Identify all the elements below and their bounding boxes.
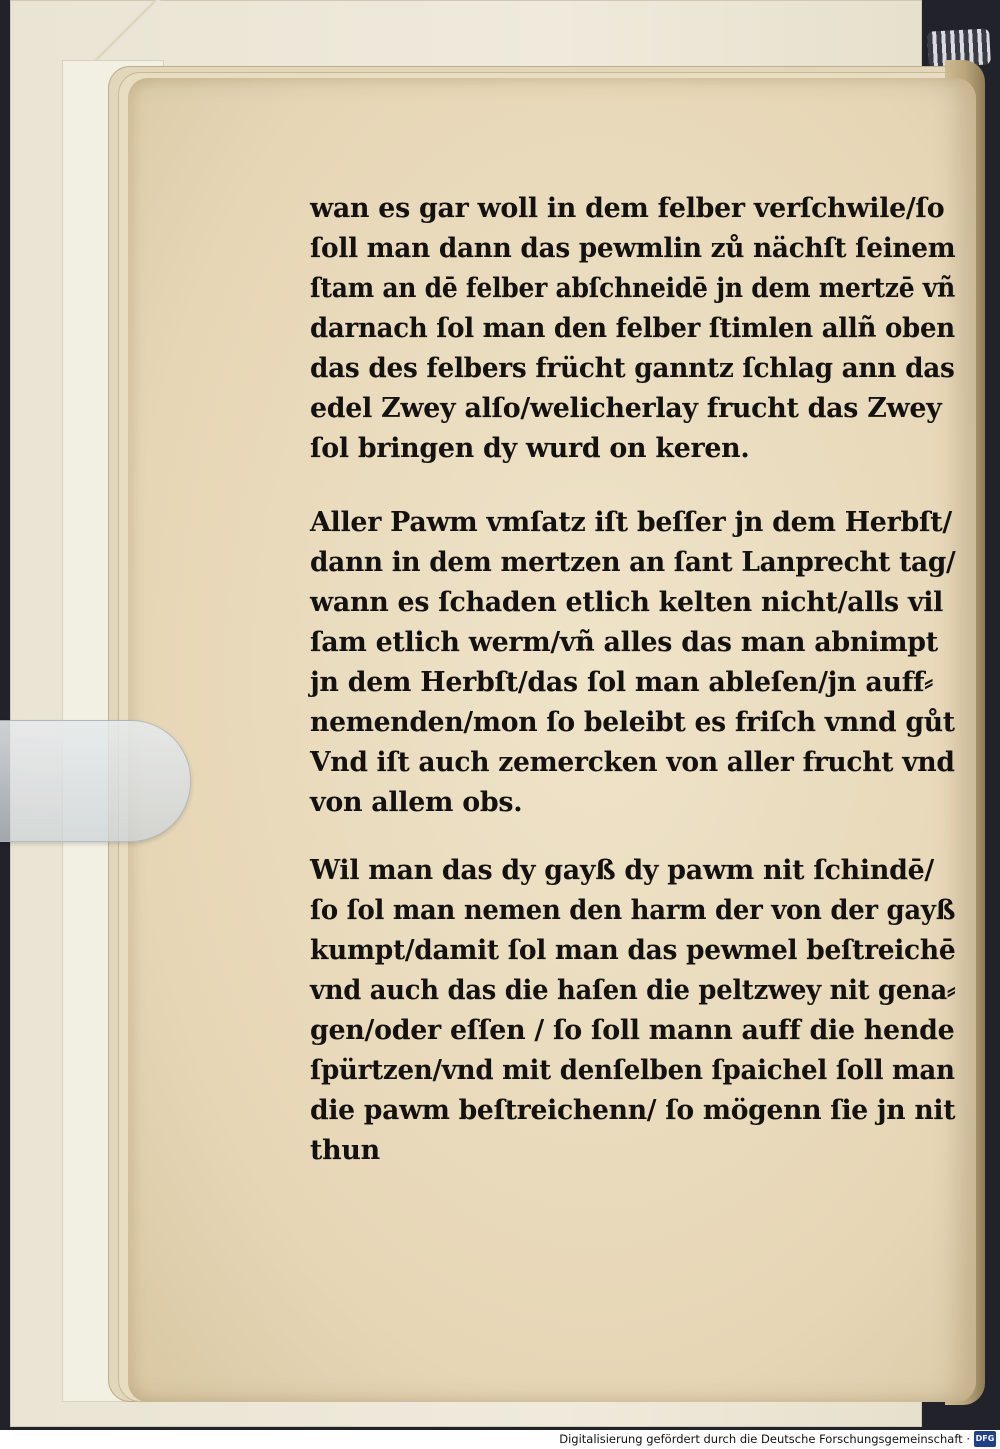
text-line: vnd auch das die haſen die peltzwey nit gena⸗ bbox=[310, 974, 956, 1006]
text-line: nemenden/mon ſo beleibt es friſch vnnd gůt bbox=[310, 706, 955, 738]
text-line: kumpt/damit ſol man das pewmel beſtreichē bbox=[310, 934, 956, 966]
text-line: edel Zwey alſo/welicherlay frucht das Zwey bbox=[310, 392, 942, 424]
text-line: von allem obs. bbox=[310, 786, 523, 818]
text-line: darnach ſol man den felber ſtimlen allñ oben bbox=[310, 312, 955, 344]
text-line: die pawm beſtreichenn/ ſo mögenn ſie jn nit bbox=[310, 1094, 956, 1126]
paragraph-transplanting bbox=[310, 502, 970, 822]
text-line: jn dem Herbſt/das ſol man ableſen/jn auff⸗ bbox=[310, 666, 933, 698]
paragraph-grafting bbox=[310, 188, 970, 468]
footer-credit: Digitalisierung gefördert durch die Deutsche Forschungsgemeinschaft · bbox=[559, 1432, 970, 1446]
text-line: Wil man das dy gayß dy pawm nit ſchindē/ bbox=[310, 854, 934, 886]
text-line: ſtam an dē felber abſchneidē jn dem mertzē vñ bbox=[310, 272, 955, 304]
text-line: ſoll man dann das pewmlin zů nächſt ſeinem bbox=[310, 232, 956, 264]
dfg-logo: DFG bbox=[974, 1431, 996, 1447]
text-line: gen/oder eſſen / ſo ſoll mann auff die hende bbox=[310, 1014, 955, 1046]
plastic-clip bbox=[0, 720, 191, 842]
text-line: Vnd iſt auch zemercken von aller frucht vnd bbox=[310, 746, 955, 778]
text-line: thun bbox=[310, 1134, 380, 1166]
text-line: wan es gar woll in dem felber verſchwile/ſo bbox=[310, 192, 945, 224]
text-line: Aller Pawm vmſatz iſt beſſer jn dem Herbſt/ bbox=[310, 506, 952, 538]
text-line: ſam etlich werm/vñ alles das man abnimpt bbox=[310, 626, 938, 658]
text-line: wann es ſchaden etlich kelten nicht/alls vil bbox=[310, 586, 944, 618]
text-line: dann in dem mertzen an ſant Lanprecht tag/ bbox=[310, 546, 956, 578]
paragraph-goats-and-hares bbox=[310, 850, 970, 1170]
text-line: ſol bringen dy wurd on keren. bbox=[310, 432, 750, 464]
text-line: ſo ſol man nemen den harm der von der gayß bbox=[310, 894, 956, 926]
text-line: ſpürtzen/vnd mit denſelben ſpaichel ſoll man bbox=[310, 1054, 955, 1086]
text-line: das des felbers frücht ganntz ſchlag ann das bbox=[310, 352, 955, 384]
